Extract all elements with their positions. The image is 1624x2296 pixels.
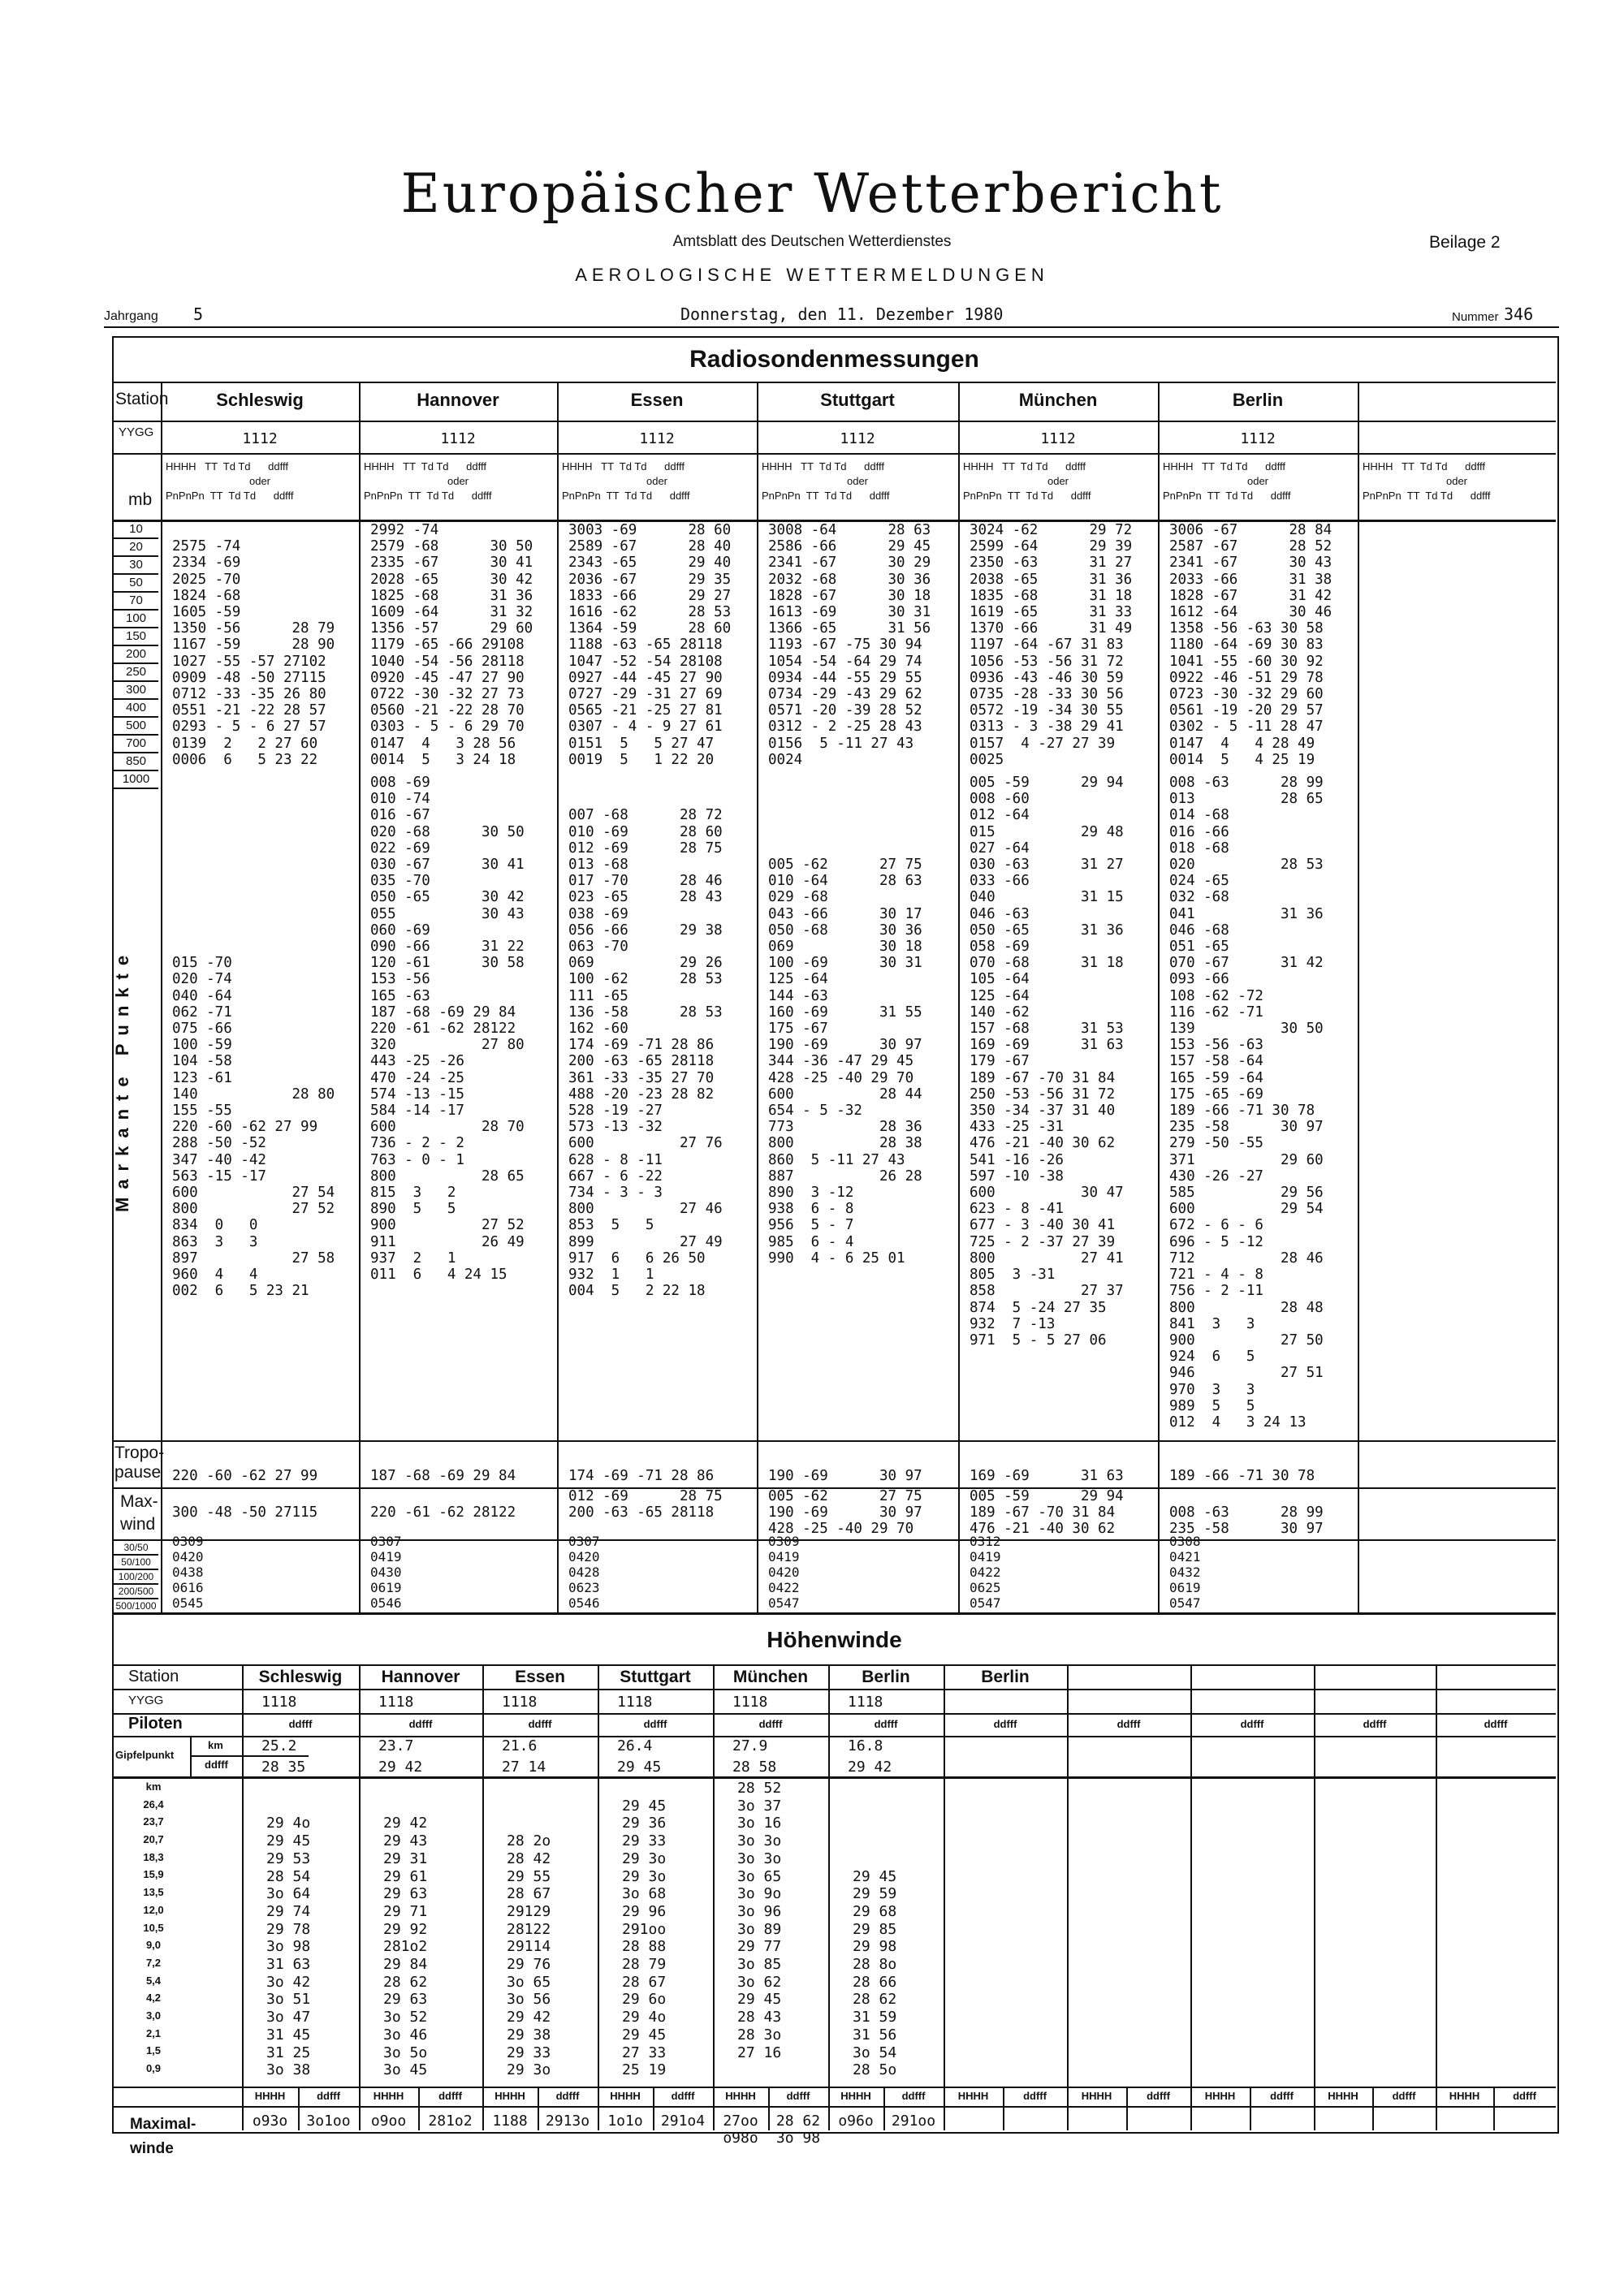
station-name-3: Stuttgart	[820, 390, 895, 410]
max-ddfff-label-6: ddfff	[1023, 2090, 1047, 2102]
hhhh-label-4: HHHH	[725, 2090, 756, 2102]
km-level: 9,0	[145, 1939, 162, 1952]
subheader-line1: HHHH TT Td Td ddfff	[562, 460, 685, 473]
tropopause-5: 189 -66 -71 30 78	[1169, 1468, 1315, 1484]
max-hhhh-0: o93o	[252, 2113, 288, 2130]
hhhh-label-7: HHHH	[1081, 2090, 1112, 2102]
subheader-oder: oder	[1246, 475, 1269, 487]
nummer-label: Nummer	[1452, 310, 1499, 324]
km-level: 1,5	[145, 2044, 162, 2057]
piloten-label: Piloten	[128, 1715, 183, 1733]
yygg-label: YYGG	[119, 425, 154, 439]
mb-level: 70	[114, 593, 158, 611]
wind-piloten-ddfff-1: ddfff	[408, 1718, 433, 1730]
mb-level: 200	[114, 646, 158, 664]
winds-piloten-rule	[114, 1736, 1556, 1737]
km-level: km	[145, 1780, 162, 1793]
wind-values-4: 28 52 3o 37 3o 16 3o 3o 3o 3o 3o 65 3o 9o 3o 96 3o 89 29 77 3o 85 3o 62 29 45 28 43 28 3o 27 16	[737, 1780, 782, 2061]
hhhh-label-2: HHHH	[495, 2090, 525, 2102]
col-rule-0	[359, 382, 361, 1612]
subheader-line3: PnPnPn TT Td Td ddfff	[1163, 490, 1291, 502]
maxwind-4: 005 -59 29 94 189 -67 -70 31 84 476 -21 -40 30 62	[970, 1488, 1124, 1538]
shear-1: 0307 0419 0430 0619 0546	[370, 1534, 402, 1611]
max-ddfff-label-0: ddfff	[317, 2090, 340, 2102]
winds-col-rule-8	[1067, 1664, 1069, 2130]
winds-yygg-label: YYGG	[128, 1694, 164, 1707]
radiosonde-end-rule	[114, 1612, 1556, 1615]
winds-gipfel-rule	[114, 1776, 1556, 1779]
gipfel-dd-5: 29 42	[848, 1759, 892, 1776]
subheader-line1: HHHH TT Td Td ddfff	[1363, 460, 1486, 473]
subheader-0	[166, 460, 354, 516]
mb-level: 30	[114, 557, 158, 575]
sig-points-1: 008 -69 010 -74 016 -67 020 -68 30 50 022 -69 030 -67 30 41 035 -70 050 -65 30 42 055 30 43 060 -69 090 -66 31 22 120 -61 30 58 153 -56 165 -63 187 -68 -69 29 84 220 -61 -62 28122 320 27 80 443 -25 -26 470 -24 -25 574 -13 -15 584 -14 -17 600 28 70 736 - 2 - 2 763 - 0 - 1 800 28 65 815 3 2 890 5 5 900 27 52 911 26 49 937 2 1 011 6 4 24 15	[370, 775, 525, 1284]
gipfel-mid-rule	[190, 1755, 309, 1757]
winds-col-rule-2	[359, 1664, 361, 2130]
max-split-rule-9	[1372, 2087, 1374, 2130]
maximalwinde-label: Maximal- winde	[130, 2116, 197, 2157]
km-level: 7,2	[145, 1956, 162, 1969]
winds-col-rule-4	[598, 1664, 599, 2130]
gipfel-km-5: 16.8	[848, 1737, 883, 1754]
winds-col-rule-3	[482, 1664, 484, 2130]
km-level: 13,5	[143, 1886, 164, 1899]
km-level: 4,2	[145, 1992, 162, 2005]
gipfel-km-4: 27.9	[732, 1737, 768, 1754]
subheader-oder: oder	[646, 475, 668, 487]
jahrgang-label: Jahrgang	[104, 309, 158, 323]
max-ddfff-label-10: ddfff	[1513, 2090, 1536, 2102]
station-yygg-1: 1112	[440, 430, 476, 447]
max-split-rule-10	[1493, 2087, 1495, 2130]
max-ddfff-label-7: ddfff	[1147, 2090, 1170, 2102]
mb-level: 500	[114, 718, 158, 736]
max-hhhh-4: 27oo o98o	[723, 2113, 758, 2147]
max-hhhh-2: 1188	[492, 2113, 528, 2130]
wind-piloten-ddfff-2: ddfff	[528, 1718, 552, 1730]
wind-station-2: Essen	[515, 1668, 565, 1686]
shear-level: 500/1000	[114, 1599, 158, 1614]
station-yygg-5: 1112	[1240, 430, 1276, 447]
jahrgang-value: 5	[193, 304, 204, 324]
maxwind-2: 012 -69 28 75 200 -63 -65 28118	[568, 1488, 723, 1521]
mb-level: 10	[114, 521, 158, 539]
winds-heading: Höhenwinde	[767, 1627, 902, 1652]
info-line	[104, 302, 1559, 328]
subheader-line3: PnPnPn TT Td Td ddfff	[762, 490, 890, 502]
max-dd-5: 291oo	[891, 2113, 936, 2130]
max-ddfff-label-2: ddfff	[555, 2090, 580, 2102]
subheader-4	[963, 460, 1153, 516]
yygg-rule	[114, 453, 1556, 455]
subheader-1	[364, 460, 552, 516]
km-level: 18,3	[143, 1850, 164, 1863]
wind-values-3: 29 45 29 36 29 33 29 3o 29 3o 3o 68 29 96 291oo 28 88 28 79 28 67 29 6o 29 4o 29 45 27 33 25 19	[622, 1797, 667, 2079]
max-dd-3: 291o4	[660, 2113, 706, 2130]
wind-piloten-ddfff-0: ddfff	[288, 1718, 313, 1730]
sig-points-2: 007 -68 28 72 010 -69 28 60 012 -69 28 75 013 -68 017 -70 28 46 023 -65 28 43 038 -69 056 -66 29 38 063 -70 069 29 26 100 -62 28 53 111 -65 136 -58 28 53 162 -60 174 -69 -71 28 86 200 -63 -65 28118 361 -33 -35 27 70 488 -20 -23 28 82 528 -19 -27 573 -13 -32 600 27 76 628 - 8 -11 667 - 6 -22 734 - 3 - 3 800 27 46 853 5 5 899 27 49 917 6 6 26 50 932 1 1 004 5 2 22 18	[568, 807, 723, 1300]
subheader-line3: PnPnPn TT Td Td ddfff	[963, 490, 1091, 502]
station-label: Station	[115, 390, 169, 408]
subheader-line1: HHHH TT Td Td ddfff	[963, 460, 1086, 473]
wind-yygg-3: 1118	[617, 1694, 653, 1711]
max-ddfff-label-9: ddfff	[1392, 2090, 1416, 2102]
winds-col-rule-10	[1314, 1664, 1315, 2130]
hhhh-label-0: HHHH	[254, 2090, 286, 2102]
mb-level: 250	[114, 664, 158, 682]
winds-station-label: Station	[128, 1668, 179, 1685]
mb-level: 20	[114, 539, 158, 557]
hhhh-label-8: HHHH	[1204, 2090, 1236, 2102]
km-level: 26,4	[143, 1798, 164, 1810]
gipfel-km-label: km	[208, 1739, 223, 1751]
max-hhhh-1: o9oo	[370, 2113, 407, 2130]
winds-station-rule	[114, 1689, 1556, 1690]
km-level: 20,7	[143, 1833, 164, 1846]
header-rule	[114, 382, 1556, 383]
winds-col-rule-7	[944, 1664, 945, 2130]
sig-points-3: 005 -62 27 75 010 -64 28 63 029 -68 043 -66 30 17 050 -68 30 36 069 30 18 100 -69 30 31 125 -64 144 -63 160 -69 31 55 175 -67 190 -69 30 97 344 -36 -47 29 45 428 -25 -40 29 70 600 28 44 654 - 5 -32 773 28 36 800 28 38 860 5 -11 27 43 887 26 28 890 3 -12 938 6 - 8 956 5 - 7 985 6 - 4 990 4 - 6 25 01	[768, 857, 922, 1267]
max-dd-0: 3o1oo	[306, 2113, 351, 2130]
km-level: 12,0	[143, 1903, 164, 1916]
gipfel-dd-3: 29 45	[617, 1759, 662, 1776]
subheader-6	[1363, 460, 1551, 516]
subheader-oder: oder	[248, 475, 271, 487]
wind-station-4: München	[732, 1668, 809, 1686]
station-name-5: Berlin	[1232, 390, 1284, 410]
station-name-1: Hannover	[417, 390, 499, 410]
subheader-line3: PnPnPn TT Td Td ddfff	[1363, 490, 1491, 502]
wind-piloten-ddfff-10: ddfff	[1484, 1718, 1508, 1730]
hhhh-label-6: HHHH	[957, 2090, 989, 2102]
col-rule-2	[757, 382, 758, 1612]
km-level: 2,1	[145, 2026, 162, 2039]
winds-col-rule-11	[1436, 1664, 1437, 2130]
gipfel-km-0: 25.2	[261, 1737, 297, 1754]
hhhh-label-1: HHHH	[373, 2090, 404, 2102]
std-levels-4: 3024 -62 29 72 2599 -64 29 39 2350 -63 31 27 2038 -65 31 36 1835 -68 31 18 1619 -65 31 33 1370 -66 31 49 1197 -64 -67 31 83 1056 -53 -56 31 72 0936 -43 -46 30 59 0735 -28 -33 30 56 0572 -19 -34 30 55 0313 - 3 -38 29 41 0157 4 -27 27 39 0025	[970, 522, 1133, 768]
wind-piloten-ddfff-3: ddfff	[643, 1718, 667, 1730]
shear-0: 0309 0420 0438 0616 0545	[172, 1534, 204, 1611]
station-name-2: Essen	[630, 390, 684, 410]
wind-piloten-ddfff-7: ddfff	[1116, 1718, 1141, 1730]
station-yygg-3: 1112	[840, 430, 875, 447]
vertical-label: Markante Punkte	[112, 947, 132, 1213]
max-ddfff-label-8: ddfff	[1270, 2090, 1294, 2102]
km-level: 3,0	[145, 2009, 162, 2022]
sig-points-0: 015 -70 020 -74 040 -64 062 -71 075 -66 100 -59 104 -58 123 -61 140 28 80 155 -55 220 -60 -62 27 99 288 -50 -52 347 -40 -42 563 -15 -17 600 27 54 800 27 52 834 0 0 863 3 3 897 27 58 960 4 4 002 6 5 23 21	[172, 955, 335, 1300]
hhhh-label-10: HHHH	[1449, 2090, 1480, 2102]
mb-levels	[114, 521, 158, 789]
subheader-oder: oder	[1047, 475, 1069, 487]
km-level: 15,9	[143, 1868, 164, 1881]
max-dd-4: 28 62 3o 98	[775, 2113, 821, 2147]
shear-level: 50/100	[114, 1556, 158, 1570]
winds-col-rule-6	[828, 1664, 830, 2130]
gipfel-dd-0: 28 35	[261, 1759, 306, 1776]
shear-5: 0308 0421 0432 0619 0547	[1169, 1534, 1201, 1611]
winds-hhhh-rule	[114, 2106, 1556, 2108]
wind-piloten-ddfff-6: ddfff	[993, 1718, 1017, 1730]
wind-station-6: Berlin	[981, 1668, 1030, 1686]
km-level: 10,5	[143, 1921, 164, 1934]
mb-level: 100	[114, 611, 158, 628]
mb-level: 400	[114, 700, 158, 718]
mb-level: 1000	[114, 771, 158, 789]
std-levels-5: 3006 -67 28 84 2587 -67 28 52 2341 -67 30 43 2033 -66 31 38 1828 -67 31 42 1612 -64 30 46 1358 -56 -63 30 58 1180 -64 -69 30 83 1041 -55 -60 30 92 0922 -46 -51 29 78 0723 -30 -32 29 60 0561 -19 -20 29 57 0302 - 5 -11 28 47 0147 4 4 28 49 0014 5 4 25 19	[1169, 522, 1332, 768]
sig-points-end-rule	[114, 1440, 1556, 1442]
wind-values-2: 28 2o 28 42 29 55 28 67 29129 28122 29114 29 76 3o 65 3o 56 29 42 29 38 29 33 29 3o	[507, 1832, 551, 2079]
shear-level: 30/50	[114, 1541, 158, 1556]
mb-level: 50	[114, 575, 158, 593]
maxwind-label: Max- wind	[120, 1492, 158, 1534]
hhhh-label-3: HHHH	[610, 2090, 641, 2102]
wind-yygg-0: 1118	[261, 1694, 297, 1711]
wind-piloten-ddfff-5: ddfff	[874, 1718, 898, 1730]
wind-values-0: 29 4o 29 45 29 53 28 54 3o 64 29 74 29 78 3o 98 31 63 3o 42 3o 51 3o 47 31 45 31 25 3o 38	[266, 1815, 311, 2079]
station-rule	[114, 421, 1556, 422]
subtitle: Amtsblatt des Deutschen Wetterdienstes	[672, 233, 952, 250]
mb-level: 850	[114, 753, 158, 771]
std-levels-0: 2575 -74 2334 -69 2025 -70 1824 -68 1605 -59 1350 -56 28 79 1167 -59 28 90 1027 -55 -57 27102 0909 -48 -50 27115 0712 -33 -35 26 80 0551 -21 -22 28 57 0293 - 5 - 6 27 57 0139 2 2 27 60 0006 6 5 23 22	[172, 538, 335, 768]
tropopause-label: Tropo- pause	[114, 1444, 165, 1482]
subheader-5	[1163, 460, 1353, 516]
tropopause-2: 174 -69 -71 28 86	[568, 1468, 715, 1484]
shear-levels	[114, 1541, 158, 1614]
winds-yygg-rule	[114, 1713, 1556, 1715]
mb-level: 150	[114, 628, 158, 646]
sig-points-5: 008 -63 28 99 013 28 65 014 -68 016 -66 018 -68 020 28 53 024 -65 032 -68 041 31 36 046 -68 051 -65 070 -67 31 42 093 -66 108 -62 -72 116 -62 -71 139 30 50 153 -56 -63 157 -58 -64 165 -59 -64 175 -65 -69 189 -66 -71 30 78 235 -58 30 97 279 -50 -55 371 29 60 430 -26 -27 585 29 56 600 29 54 672 - 6 - 6 696 - 5 -12 712 28 46 721 - 4 - 8 756 - 2 -11 800 28 48 841 3 3 900 27 50 924 6 5 946 27 51 970 3 3 989 5 5 012 4 3 24 13	[1169, 775, 1324, 1431]
max-ddfff-label-5: ddfff	[901, 2090, 926, 2102]
shear-level: 100/200	[114, 1570, 158, 1585]
wind-yygg-2: 1118	[502, 1694, 538, 1711]
tropopause-3: 190 -69 30 97	[768, 1468, 922, 1484]
wind-piloten-ddfff-4: ddfff	[758, 1718, 783, 1730]
max-ddfff-label-4: ddfff	[786, 2090, 810, 2102]
km-level: 5,4	[145, 1974, 162, 1987]
shear-3: 0309 0419 0420 0422 0547	[768, 1534, 800, 1611]
wind-piloten-ddfff-8: ddfff	[1240, 1718, 1264, 1730]
col-rule-1	[557, 382, 559, 1612]
tropopause-4: 169 -69 31 63	[970, 1468, 1124, 1484]
subheader-oder: oder	[447, 475, 469, 487]
subheader-oder: oder	[846, 475, 869, 487]
std-levels-2: 3003 -69 28 60 2589 -67 28 40 2343 -65 29 40 2036 -67 29 35 1833 -66 29 27 1616 -62 28 53 1364 -59 28 60 1188 -63 -65 28118 1047 -52 -54 28108 0927 -44 -45 27 90 0727 -29 -31 27 69 0565 -21 -25 27 81 0307 - 4 - 9 27 61 0151 5 5 27 47 0019 5 1 22 20	[568, 522, 732, 768]
wind-station-5: Berlin	[862, 1668, 910, 1686]
gipfel-label: Gipfelpunkt	[115, 1749, 175, 1761]
station-col-rule	[161, 382, 162, 1612]
subheader-line1: HHHH TT Td Td ddfff	[166, 460, 289, 473]
gipfel-dd-2: 27 14	[502, 1759, 546, 1776]
gipfel-dd-1: 29 42	[378, 1759, 423, 1776]
station-name-4: München	[1018, 390, 1098, 410]
station-yygg-2: 1112	[639, 430, 675, 447]
station-yygg-0: 1112	[242, 430, 278, 447]
radiosonde-heading: Radiosondenmessungen	[689, 346, 979, 373]
maxwind-1: 220 -61 -62 28122	[370, 1504, 516, 1521]
max-split-rule-7	[1126, 2087, 1128, 2130]
wind-station-3: Stuttgart	[620, 1668, 691, 1686]
subheader-3	[762, 460, 953, 516]
max-dd-2: 2913o	[545, 2113, 590, 2130]
col-rule-3	[958, 382, 960, 1612]
winds-col-rule-5	[713, 1664, 715, 2130]
subheader-line1: HHHH TT Td Td ddfff	[364, 460, 487, 473]
max-ddfff-label-1: ddfff	[438, 2090, 462, 2102]
winds-col-rule-9	[1190, 1664, 1192, 2130]
maxwind-0: 300 -48 -50 27115	[172, 1504, 318, 1521]
shear-level: 200/500	[114, 1585, 158, 1599]
shear-2: 0307 0420 0428 0623 0546	[568, 1534, 600, 1611]
wind-yygg-1: 1118	[378, 1694, 414, 1711]
nummer-value: 346	[1504, 304, 1534, 324]
beilage: Beilage 2	[1429, 233, 1501, 252]
gipfel-km-3: 26.4	[617, 1737, 653, 1754]
winds-data-end-rule	[114, 2087, 1556, 2088]
wind-piloten-ddfff-9: ddfff	[1363, 1718, 1387, 1730]
std-levels-1: 2992 -74 2579 -68 30 50 2335 -67 30 41 2028 -65 30 42 1825 -68 31 36 1609 -64 31 32 1356 -57 29 60 1179 -65 -66 29108 1040 -54 -56 28118 0920 -45 -47 27 90 0722 -30 -32 27 73 0560 -21 -22 28 70 0303 - 5 - 6 29 70 0147 4 3 28 56 0014 5 3 24 18	[370, 522, 533, 768]
subheader-2	[562, 460, 752, 516]
gipfel-ddfff-label: ddfff	[205, 1759, 228, 1771]
winds-head-rule	[114, 1664, 1556, 1666]
max-dd-1: 281o2	[428, 2113, 473, 2130]
wind-values-1: 29 42 29 43 29 31 29 61 29 63 29 71 29 92 281o2 29 84 28 62 29 63 3o 52 3o 46 3o 5o 3o 45	[383, 1815, 428, 2079]
section-title: AEROLOGISCHE WETTERMELDUNGEN	[575, 265, 1049, 285]
winds-col-rule-1	[242, 1664, 244, 2130]
mb-level: 300	[114, 682, 158, 700]
maxwind-3: 005 -62 27 75 190 -69 30 97 428 -25 -40 29 70	[768, 1488, 922, 1538]
station-name-0: Schleswig	[216, 390, 304, 410]
maxwind-rule	[114, 1539, 1556, 1541]
col-rule-4	[1158, 382, 1160, 1612]
km-levels	[118, 1778, 189, 2078]
gipfel-split-rule	[190, 1736, 192, 1776]
km-level: 23,7	[143, 1815, 164, 1828]
subheader-line3: PnPnPn TT Td Td ddfff	[364, 490, 492, 502]
hhhh-label-5: HHHH	[840, 2090, 871, 2102]
max-split-rule-8	[1250, 2087, 1251, 2130]
gipfel-km-1: 23.7	[378, 1737, 414, 1754]
page-title: Europäischer Wetterbericht	[400, 162, 1224, 225]
std-levels-3: 3008 -64 28 63 2586 -66 29 45 2341 -67 30 29 2032 -68 30 36 1828 -67 30 18 1613 -69 30 31 1366 -65 31 56 1193 -67 -75 30 94 1054 -54 -64 29 74 0934 -44 -55 29 55 0734 -29 -43 29 62 0571 -20 -39 28 52 0312 - 2 -25 28 43 0156 5 -11 27 43 0024	[768, 522, 931, 768]
wind-yygg-4: 1118	[732, 1694, 768, 1711]
tropopause-0: 220 -60 -62 27 99	[172, 1468, 318, 1484]
shear-4: 0312 0419 0422 0625 0547	[970, 1534, 1001, 1611]
tropopause-1: 187 -68 -69 29 84	[370, 1468, 516, 1484]
subheader-line3: PnPnPn TT Td Td ddfff	[166, 490, 294, 502]
wind-values-5: 29 45 29 59 29 68 29 85 29 98 28 8o 28 66 28 62 31 59 31 56 3o 54 28 5o	[853, 1867, 897, 2079]
max-hhhh-3: 1o1o	[607, 2113, 643, 2130]
subheader-line1: HHHH TT Td Td ddfff	[1163, 460, 1286, 473]
subheader-line1: HHHH TT Td Td ddfff	[762, 460, 885, 473]
mb-level: 700	[114, 736, 158, 753]
hhhh-label-9: HHHH	[1328, 2090, 1358, 2102]
col-rule-5	[1358, 382, 1359, 1612]
wind-station-1: Hannover	[381, 1668, 460, 1686]
station-yygg-4: 1112	[1040, 430, 1076, 447]
max-ddfff-label-3: ddfff	[671, 2090, 695, 2102]
issue-date: Donnerstag, den 11. Dezember 1980	[680, 304, 1004, 324]
wind-station-0: Schleswig	[258, 1668, 343, 1686]
maxwind-5: 008 -63 28 99 235 -58 30 97	[1169, 1504, 1324, 1538]
max-split-rule-6	[1003, 2087, 1004, 2130]
wind-yygg-5: 1118	[848, 1694, 883, 1711]
sig-points-4: 005 -59 29 94 008 -60 012 -64 015 29 48 027 -64 030 -63 31 27 033 -66 040 31 15 046 -63 050 -65 31 36 058 -69 070 -68 31 18 105 -64 125 -64 140 -62 157 -68 31 53 169 -69 31 63 179 -67 189 -67 -70 31 84 250 -53 -56 31 72 350 -34 -37 31 40 433 -25 -31 476 -21 -40 30 62 541 -16 -26 597 -10 -38 600 30 47 623 - 8 -41 677 - 3 -40 30 41 725 - 2 -37 27 39 800 27 41 805 3 -31 858 27 37 874 5 -24 27 35 932 7 -13 971 5 - 5 27 06	[970, 775, 1124, 1349]
mb-label: mb	[128, 490, 153, 509]
gipfel-km-2: 21.6	[502, 1737, 538, 1754]
gipfel-dd-4: 28 58	[732, 1759, 777, 1776]
subheader-line3: PnPnPn TT Td Td ddfff	[562, 490, 690, 502]
subheader-oder: oder	[1445, 475, 1468, 487]
km-level: 0,9	[145, 2062, 162, 2074]
max-hhhh-5: o96o	[838, 2113, 874, 2130]
